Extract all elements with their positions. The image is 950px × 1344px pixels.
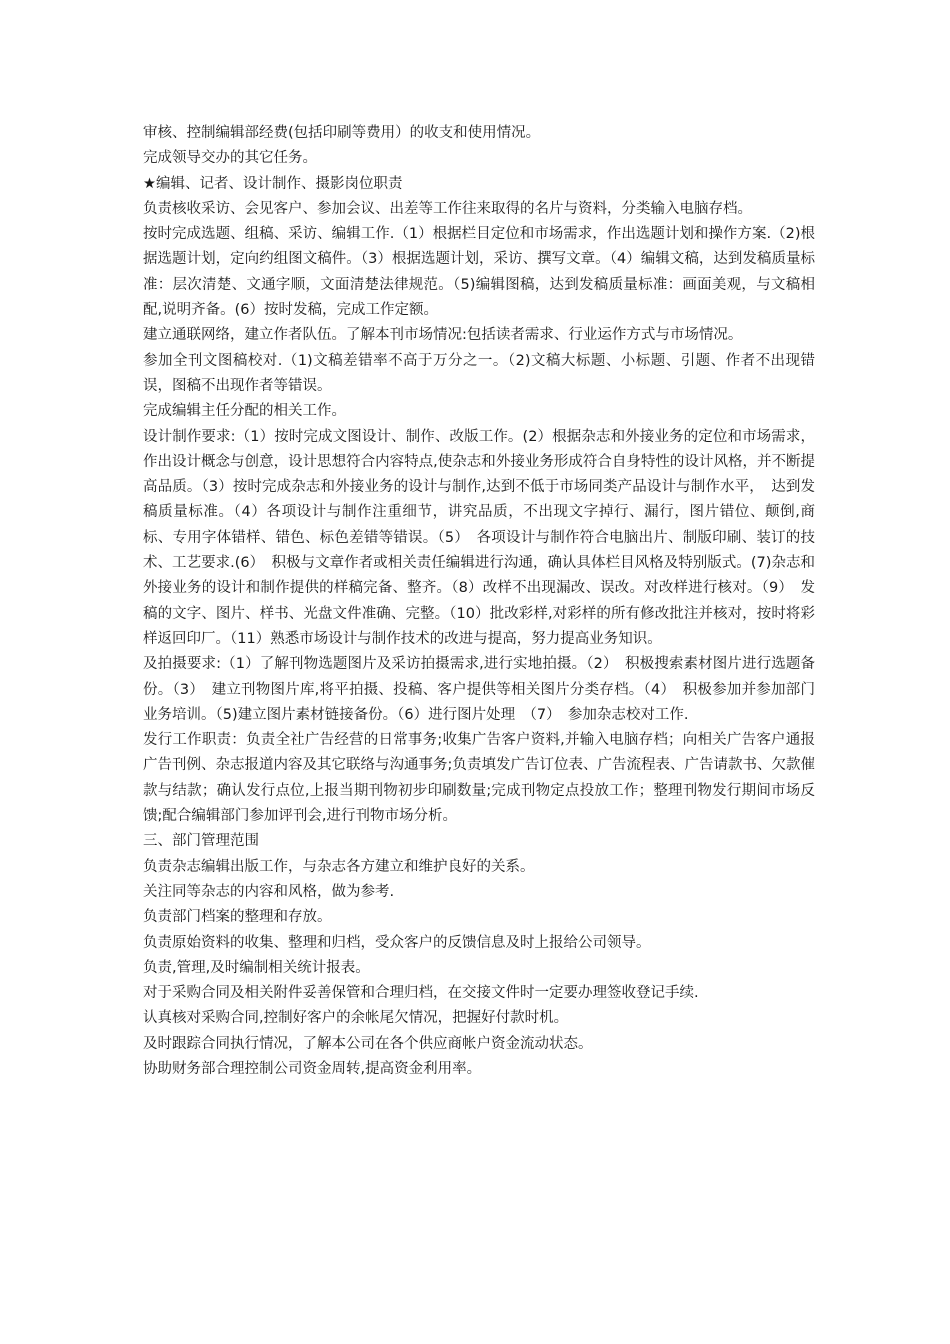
paragraph-funds-review: 审核、控制编辑部经费(包括印刷等费用）的收支和使用情况。 xyxy=(143,125,541,141)
paragraph-archives: 负责部门档案的整理和存放。 xyxy=(143,909,332,926)
paragraph-other-tasks: 完成领导交办的其它任务。 xyxy=(143,150,317,167)
paragraph-statistics: 负责,管理,及时编制相关统计报表。 xyxy=(143,959,370,976)
paragraph-business-cards: 负责核收采访、会见客户、参加会议、出差等工作往来取得的名片与资料，分类输入电脑存档。 xyxy=(143,200,752,217)
paragraph-editing-work: 按时完成选题、组稿、采访、编辑工作.（1）根据栏目定位和市场需求，作出选题计划和操作方案.（2)根据选题计划，定向约组图文稿件。（3）根据选题计划，采访、撰写文章。（4）编辑文稿，达到发稿质量标准：层次清楚、文通字顺，文面清楚法律规范。（5)编辑图稿，达到发稿质量标准：画面美观，与文稿相配,说明齐备。(6）按时发稿，完成工作定额。 xyxy=(143,226,815,319)
paragraph-finance-assist: 协助财务部合理控制公司资金周转,提高资金利用率。 xyxy=(143,1060,482,1077)
paragraph-distribution-duties: 发行工作职责：负责全社广告经营的日常事务;收集广告客户资料,并输入电脑存档；向相关广告客户通报广告刊例、杂志报道内容及其它联络与沟通事务;负责填发广告订位表、广告流程表、广告请款书、欠款催款与结款；确认发行点位,上报当期刊物初步印刷数量;完成刊物定点投放工作；整理刊物发行期间市场反馈;配合编辑部门参加评刊会,进行刊物市场分析。 xyxy=(143,732,815,825)
paragraph-contract-tracking: 及时跟踪合同执行情况，了解本公司在各个供应商帐户资金流动状态。 xyxy=(143,1035,593,1052)
paragraph-contract-check: 认真核对采购合同,控制好客户的余帐尾欠情况，把握好付款时机。 xyxy=(143,1010,569,1027)
document-body xyxy=(143,121,815,1082)
paragraph-proofreading: 参加全刊文图稿校对.（1)文稿差错率不高于万分之一。（2)文稿大标题、小标题、引题、作者不出现错误，图稿不出现作者等错误。 xyxy=(143,352,815,394)
paragraph-contracts-archive: 对于采购合同及相关附件妥善保管和合理归档，在交接文件时一定要办理签收登记手续. xyxy=(143,985,699,1002)
paragraph-raw-materials: 负责原始资料的收集、整理和归档，受众客户的反馈信息及时上报给公司领导。 xyxy=(143,934,651,951)
paragraph-editor-assigned: 完成编辑主任分配的相关工作。 xyxy=(143,403,346,420)
paragraph-network: 建立通联网络，建立作者队伍。了解本刊市场情况:包括读者需求、行业运作方式与市场情况。 xyxy=(143,327,743,344)
paragraph-publishing: 负责杂志编辑出版工作，与杂志各方建立和维护良好的关系。 xyxy=(143,858,535,875)
section-heading-editor-duties: ★编辑、记者、设计制作、摄影岗位职责 xyxy=(143,175,403,192)
section-heading-department-scope: 三、部门管理范围 xyxy=(143,833,259,850)
paragraph-peer-magazines: 关注同等杂志的内容和风格，做为参考. xyxy=(143,883,395,900)
paragraph-photo-requirements: 及拍摄要求:（1）了解刊物选题图片及采访拍摄需求,进行实地拍摄。（2） 积极搜索素材图片进行选题备份。（3） 建立刊物图片库,将平拍摄、投稿、客户提供等相关图片分类存档。（4） 积极参加并参加部门业务培训。（5)建立图片素材链接备份。（6）进行图片处理 （7） 参加杂志校对工作. xyxy=(143,656,815,723)
paragraph-design-requirements: 设计制作要求:（1）按时完成文图设计、制作、改版工作。(2）根据杂志和外接业务的定位和市场需求，作出设计概念与创意，设计思想符合内容特点,使杂志和外接业务形成符合自身特性的设计风格，并不断提高品质。（3）按时完成杂志和外接业务的设计与制作,达到不低于市场同类产品设计与制作水平， 达到发稿质量标准。（4）各项设计与制作注重细节，讲究品质，不出现文字掉行、漏行，图片错位、颠倒,商标、专用字体错样、错色、标色差错等错误。（5） 各项设计与制作符合电脑出片、制版印刷、装订的技术、工艺要求.(6） 积极与文章作者或相关责任编辑进行沟通，确认具体栏目风格及特别版式。(7)杂志和外接业务的设计和制作提供的样稿完备、整齐。（8）改样不出现漏改、误改。对改样进行核对。（9） 发稿的文字、图片、样书、光盘文件准确、完整。（10）批改彩样,对彩样的所有修改批注并核对，按时将彩样返回印厂。（11）熟悉市场设计与制作技术的改进与提高，努力提高业务知识。 xyxy=(143,428,815,647)
